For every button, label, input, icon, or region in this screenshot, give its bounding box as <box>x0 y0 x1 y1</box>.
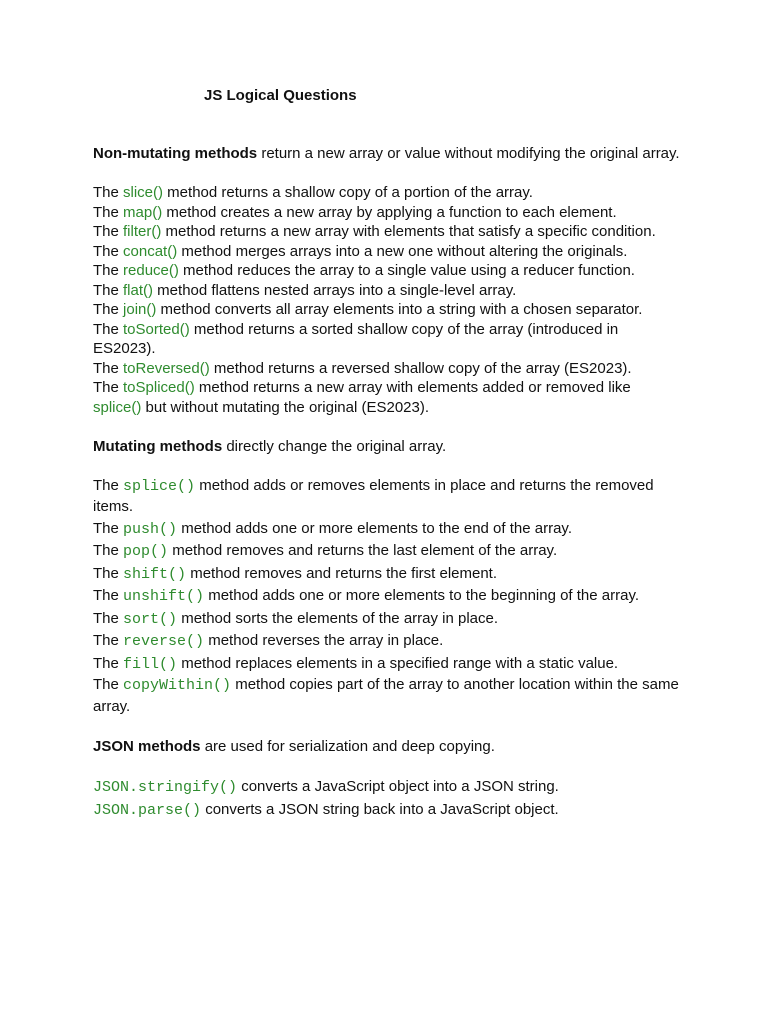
item-description: method returns a new array with elements added or removed like <box>194 379 631 396</box>
method-name: unshift() <box>123 588 205 605</box>
non-mutating-list <box>93 183 683 417</box>
item-description: but without mutating the original (ES2023). <box>141 398 430 416</box>
list-item <box>93 242 683 262</box>
item-description: converts a JSON string back into a JavaScript object. <box>201 800 559 818</box>
item-prefix: The <box>93 632 124 649</box>
item-prefix: The <box>93 262 124 279</box>
document-title: JS Logical Questions <box>204 87 357 104</box>
item-prefix: The <box>93 359 124 377</box>
json-intro <box>93 737 683 757</box>
item-description: method creates a new array by applying a function to each element. <box>162 203 617 221</box>
item-prefix: The <box>93 301 124 318</box>
mutating-heading: Mutating methods <box>93 437 223 455</box>
method-name: concat() <box>123 242 178 260</box>
non-mutating-heading: Non-mutating methods <box>93 145 258 162</box>
method-name: flat() <box>123 281 154 299</box>
method-name: reverse() <box>123 633 205 650</box>
item-prefix: The <box>93 184 124 201</box>
method-name: fill() <box>123 655 178 673</box>
item-prefix: The <box>93 676 124 693</box>
item-prefix: The <box>93 379 124 396</box>
document-page <box>93 86 683 822</box>
method-name: splice() <box>123 477 196 495</box>
json-list <box>93 776 683 822</box>
mutating-intro <box>93 437 683 457</box>
method-name: toSpliced() <box>123 379 195 396</box>
method-name: toReversed() <box>123 359 210 377</box>
list-item <box>93 675 683 717</box>
item-description: method removes and returns the first element. <box>186 564 498 582</box>
method-name: splice() <box>93 398 142 416</box>
list-item <box>93 563 683 586</box>
list-item <box>93 378 683 417</box>
method-name: slice() <box>123 184 164 201</box>
list-item <box>93 203 683 223</box>
item-description: method returns a sorted shallow copy of the array (introduced in ES2023). <box>93 320 619 357</box>
item-prefix: The <box>93 223 124 240</box>
item-description: method converts all array elements into a string with a chosen separator. <box>156 301 643 318</box>
list-item <box>93 261 683 281</box>
method-name: pop() <box>123 543 169 560</box>
list-item <box>93 281 683 301</box>
list-item <box>93 630 683 653</box>
item-prefix: The <box>93 609 124 627</box>
item-prefix: The <box>93 519 124 537</box>
non-mutating-intro-text: return a new array or value without modifying the original array. <box>257 145 680 162</box>
list-item <box>93 799 683 822</box>
non-mutating-intro <box>93 144 683 164</box>
mutating-list <box>93 476 683 718</box>
item-description: method reverses the array in place. <box>204 632 444 649</box>
json-heading: JSON methods <box>93 737 201 755</box>
item-description: method flattens nested arrays into a single-level array. <box>153 281 517 299</box>
item-prefix: The <box>93 203 124 221</box>
item-description: method returns a reversed shallow copy of the array (ES2023). <box>209 359 632 377</box>
list-item <box>93 222 683 242</box>
item-description: method returns a new array with elements that satisfy a specific condition. <box>161 223 656 240</box>
mutating-intro-text: directly change the original array. <box>222 437 447 455</box>
list-item <box>93 359 683 379</box>
item-description: method merges arrays into a new one without altering the originals. <box>177 242 628 260</box>
method-name: map() <box>123 203 163 221</box>
item-prefix: The <box>93 542 124 559</box>
item-description: method adds one or more elements to the beginning of the array. <box>204 587 640 604</box>
item-prefix: The <box>93 654 124 672</box>
item-description: method sorts the elements of the array in place. <box>177 609 499 627</box>
method-name: push() <box>123 520 178 538</box>
list-item <box>93 585 683 608</box>
method-name: JSON.parse() <box>93 801 202 819</box>
list-item <box>93 653 683 676</box>
item-prefix: The <box>93 476 124 494</box>
list-item <box>93 608 683 631</box>
list-item <box>93 776 683 799</box>
method-name: sort() <box>123 610 178 628</box>
list-item <box>93 183 683 203</box>
list-item <box>93 476 683 518</box>
item-prefix: The <box>93 320 124 338</box>
list-item <box>93 300 683 320</box>
item-description: converts a JavaScript object into a JSON string. <box>237 777 559 795</box>
method-name: JSON.stringify() <box>93 778 238 796</box>
item-description: method returns a shallow copy of a portion of the array. <box>163 184 533 201</box>
item-description: method adds one or more elements to the end of the array. <box>177 519 572 537</box>
method-name: filter() <box>123 223 162 240</box>
method-name: copyWithin() <box>123 677 232 694</box>
item-prefix: The <box>93 242 124 260</box>
method-name: shift() <box>123 565 187 583</box>
list-item <box>93 540 683 563</box>
item-prefix: The <box>93 564 124 582</box>
item-prefix: The <box>93 281 124 299</box>
item-description: method copies part of the array to another location within the same array. <box>93 676 679 715</box>
list-item <box>93 518 683 541</box>
method-name: reduce() <box>123 262 179 279</box>
list-item <box>93 320 683 359</box>
item-description: method adds or removes elements in place and returns the removed items. <box>93 476 654 515</box>
json-intro-text: are used for serialization and deep copying. <box>200 737 495 755</box>
item-description: method replaces elements in a specified range with a static value. <box>177 654 619 672</box>
method-name: toSorted() <box>123 320 190 338</box>
item-prefix: The <box>93 587 124 604</box>
item-description: method reduces the array to a single value using a reducer function. <box>178 262 635 279</box>
item-description: method removes and returns the last element of the array. <box>168 542 558 559</box>
method-name: join() <box>123 301 157 318</box>
